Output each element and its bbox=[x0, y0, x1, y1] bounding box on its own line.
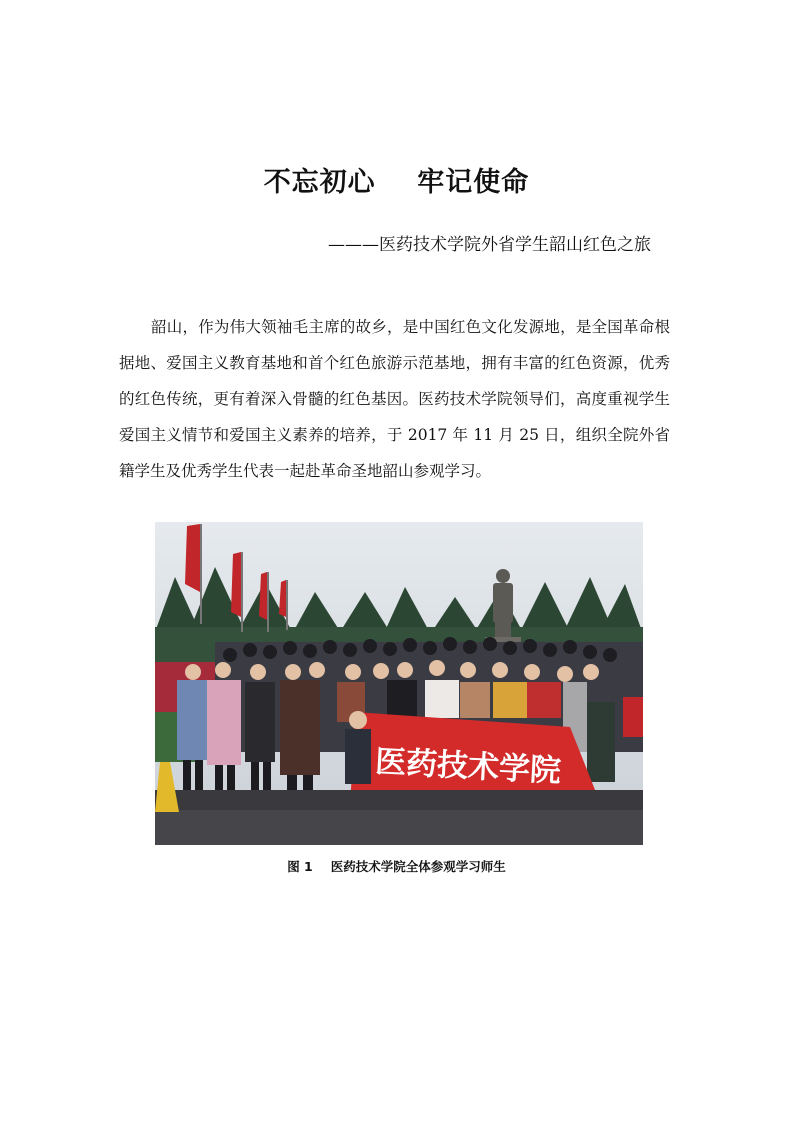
group-photo-illustration bbox=[155, 522, 643, 845]
figure-caption-text: 医药技术学院全体参观学习师生 bbox=[330, 859, 506, 874]
document-title: 不忘初心 牢记使命 bbox=[263, 167, 530, 198]
group-photo bbox=[155, 522, 643, 845]
figure-caption-number: 图 1 bbox=[287, 859, 313, 874]
figure-caption bbox=[0, 857, 793, 875]
body-paragraph: 韶山，作为伟大领袖毛主席的故乡，是中国红色文化发源地，是全国革命根据地、爱国主义教育基地和首个红色旅游示范基地，拥有丰富的红色资源，优秀的红色传统，更有着深入骨髓的红色基因。医药技术学院领导们，高度重视学生爱国主义情节和爱国主义素养的培养，于 2017 年 11 月 25 日，组织全院外省籍学生及优秀学生代表一起赴革命圣地韶山参观学习。 bbox=[119, 318, 670, 480]
banner-text: 医药技术学院 bbox=[374, 743, 562, 790]
document-subtitle: ———医药技术学院外省学生韶山红色之旅 bbox=[328, 235, 651, 255]
